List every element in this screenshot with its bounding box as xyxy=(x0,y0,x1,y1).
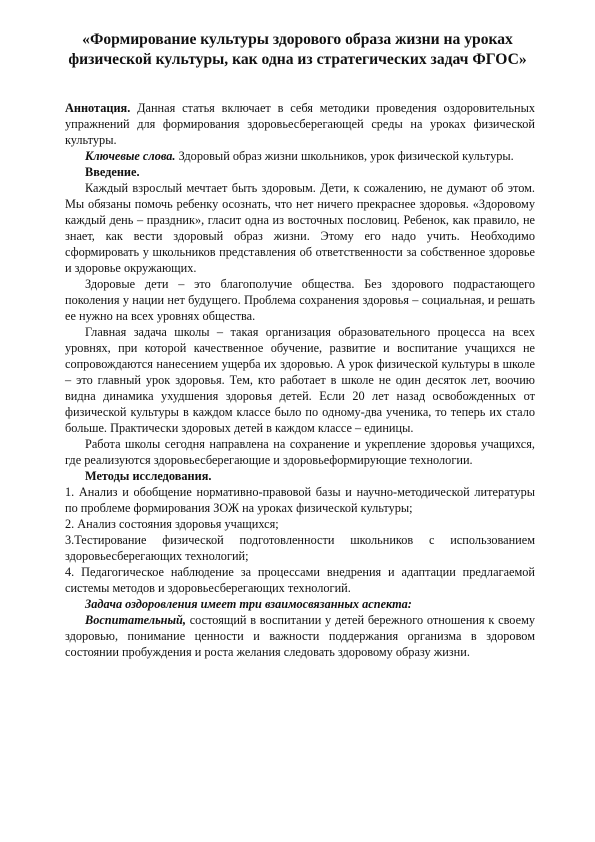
method-item: 1. Анализ и обобщение нормативно-правовой базы и научно-методической литературы по проблеме формирования ЗОЖ на уроках физической культуры; xyxy=(65,485,535,515)
educational-text: состоящий в воспитании у детей бережного отношения к своему здоровью, понимание ценности и важности поддержания организма в здоровом состоянии пробуждения и роста желания следовать здоровому образу жизни. xyxy=(65,613,535,659)
keywords-label: Ключевые слова. xyxy=(85,149,176,163)
method-item: 3.Тестирование физической подготовленности школьников с использованием здоровьесберегающих технологий; xyxy=(65,533,535,563)
keywords-text: Здоровый образ жизни школьников, урок физической культуры. xyxy=(175,149,514,163)
keywords-paragraph xyxy=(65,148,535,164)
annotation-text: Данная статья включает в себя методики проведения оздоровительных упражнений для формирования здоровьесберегающей среды на уроках физической культуры. xyxy=(65,101,535,147)
annotation-paragraph xyxy=(65,100,535,148)
body-paragraph: Главная задача школы – такая организация образовательного процесса на всех уровнях, при которой качественное обучение, развитие и воспитание учащихся не сопровождаются нанесением ущерба их здоровью. А урок физической культуры в школе – это главный урок здоровья. Тем, кто работает в школе не один десяток лет, воочию видна динамика ухудшения здоровья детей. Если 20 лет назад освобожденных от физической культуры в каждом классе было по одному-два ученика, то теперь их стало больше. Практически здоровых детей в каждом классе – единицы. xyxy=(65,325,535,435)
document-body xyxy=(65,100,535,660)
body-paragraph: Каждый взрослый мечтает быть здоровым. Дети, к сожалению, не думают об этом. Мы обязаны помочь ребенку осознать, что нет ничего прекраснее здоровья. «Здоровому каждый день – праздник», гласит одна из восточных пословиц. Ребенок, как правило, не знает, как вести здоровый образ жизни. Этому его надо учить. Необходимо сформировать у школьников представления об ответственности за собственное здоровье и здоровье окружающих. xyxy=(65,181,535,275)
annotation-label: Аннотация. xyxy=(65,101,131,115)
educational-paragraph xyxy=(65,612,535,660)
methods-heading: Методы исследования. xyxy=(85,469,212,483)
body-paragraph: Здоровые дети – это благополучие общества. Без здорового подрастающего поколения у нации нет будущего. Проблема сохранения здоровья – социальная, и решать ее нужно на всех уровнях общества. xyxy=(65,277,535,323)
method-item: 4. Педагогическое наблюдение за процессами внедрения и адаптации предлагаемой системы методов и здоровьесберегающих технологий. xyxy=(65,565,535,595)
educational-label: Воспитательный, xyxy=(85,613,186,627)
method-item: 2. Анализ состояния здоровья учащихся; xyxy=(65,517,279,531)
task-heading: Задача оздоровления имеет три взаимосвязанных аспекта: xyxy=(85,597,412,611)
intro-heading: Введение. xyxy=(85,165,140,179)
document-title: «Формирование культуры здорового образа жизни на уроках физической культуры, как одна из стратегических задач ФГОС» xyxy=(68,31,527,68)
body-paragraph: Работа школы сегодня направлена на сохранение и укрепление здоровья учащихся, где реализуются здоровьесберегающие и здоровьеформирующие технологии. xyxy=(65,437,535,467)
